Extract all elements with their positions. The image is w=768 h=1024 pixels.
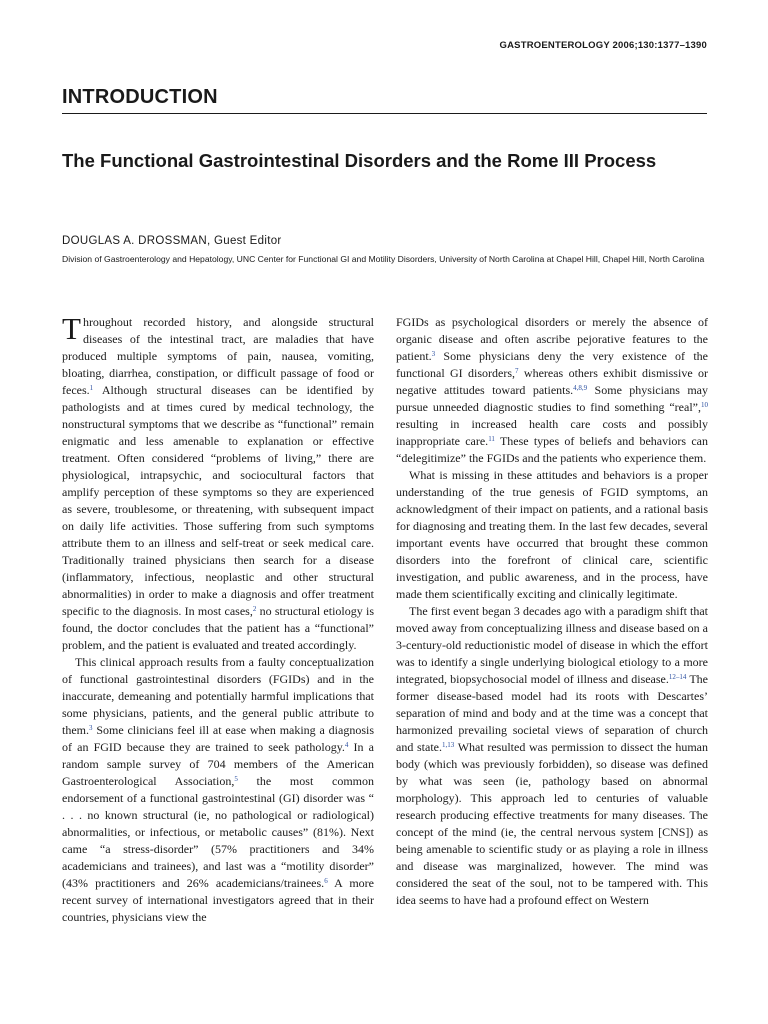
journal-reference: GASTROENTEROLOGY 2006;130:1377–1390 xyxy=(499,40,707,51)
text-run: whereas others exhibit dismissive or negative attitudes toward patients. xyxy=(396,366,708,397)
text-run: A more recent survey of international investigators agreed that in their countries, physicians view the xyxy=(62,876,374,924)
text-run: This clinical approach results from a faulty conceptualization of functional gastrointestinal disorders (FGIDs) and in the inaccurate, demeaning and potentially harmful implications that some physicians, patients, and the general public attribute to them. xyxy=(62,655,374,737)
citation-ref[interactable]: 7 xyxy=(515,367,519,375)
text-run: In a random sample survey of 704 members of the American Gastroenterological Association, xyxy=(62,740,374,788)
text-run: Some clinicians feel ill at ease when making a diagnosis of an FGID because they are trained to seek pathology. xyxy=(62,723,374,754)
text-run: These types of beliefs and behaviors can “delegitimize” the FGIDs and the patients who experience them. xyxy=(396,434,708,465)
body-paragraph xyxy=(62,654,374,926)
article-title: The Functional Gastrointestinal Disorders and the Rome III Process xyxy=(62,150,657,171)
citation-ref[interactable]: 2 xyxy=(252,605,257,613)
body-paragraph xyxy=(62,311,374,654)
text-run: What resulted was permission to dissect the human body (which was previously forbidden), so disease was defined by what was seen (ie, pathology based on abnormal morphology). This approach led to centuries of valuable research producing effective treatments for many diseases. The concept of the mind (ie, the central nervous system [CNS]) as being amenable to scientific study or as playing a role in illness and disease was marginalized, however. The mind was considered the seat of the soul, not to be tampered with. This idea seems to have had a profound effect on Western xyxy=(396,740,708,907)
citation-ref[interactable]: 4,8,9 xyxy=(573,384,588,392)
body-column-left xyxy=(62,311,374,926)
citation-ref[interactable]: 3 xyxy=(431,350,436,358)
citation-ref[interactable]: 1 xyxy=(89,384,94,392)
text-run: FGIDs as psychological disorders or merely the absence of organic disease and often ascribe pejorative features to the patient. xyxy=(396,315,708,363)
text-run: resulting in increased health care costs and possibly inappropriate care. xyxy=(396,417,708,448)
citation-ref[interactable]: 3 xyxy=(89,724,93,732)
citation-ref[interactable]: 5 xyxy=(234,775,238,783)
citation-ref[interactable]: 12–14 xyxy=(668,673,687,681)
text-run: Although structural diseases can be identified by pathologists and at times cured by medical technology, the nonstructural symptoms that we describe as “functional” remain enigmatic and less amenable to explanation or effective treatment. Often considered “problems of living,” there are physiological, intrapsychic, and sociocultural factors that amplify perception of these symptoms so they are experienced as severe, troublesome, or threatening, with subsequent impact on daily life activities. Those suffering from such symptoms attribute them to an illness and self-treat or seek medical care. Traditionally trained physicians then search for a disease (inflammatory, infectious, neoplastic and other structural abnormalities) in order to make a diagnosis and offer treatment specific to the diagnosis. In most cases, xyxy=(62,383,374,618)
author-affiliation: Division of Gastroenterology and Hepatology, UNC Center for Functional GI and Motility Disorders, University of North Carolina at Chapel Hill, Chapel Hill, North Carolina xyxy=(62,254,705,264)
body-paragraph xyxy=(396,603,708,909)
text-run: Some physicians may pursue unneeded diagnostic studies to find something “real”, xyxy=(396,383,709,414)
body-paragraph xyxy=(396,314,708,467)
text-run: The former disease-based model had its roots with Descartes’ separation of mind and body and at the time was a concept that harmonized prevailing societal views of separation of church and state. xyxy=(396,672,708,754)
citation-ref[interactable]: 11 xyxy=(488,435,495,443)
section-heading: INTRODUCTION xyxy=(62,86,707,114)
author-line: DOUGLAS A. DROSSMAN, Guest Editor xyxy=(62,235,282,247)
body-column-right xyxy=(396,314,708,909)
text-run: Some physicians deny the very existence of the functional GI disorders, xyxy=(396,349,708,380)
body-paragraph xyxy=(396,467,708,603)
drop-cap: T xyxy=(62,311,81,346)
text-run: The first event began 3 decades ago with a paradigm shift that moved away from conceptualizing illness and disease based on a 3-century-old reductionistic model of disease in which the effort was to identify a single underlying biological etiology to a more integrated, biopsychosocial model of illness and disease. xyxy=(396,604,708,686)
text-run: no structural etiology is found, the doctor concludes that the patient has a “functional” problem, and the patient is evaluated and treated accordingly. xyxy=(62,604,374,652)
text-run: What is missing in these attitudes and behaviors is a proper understanding of the true genesis of FGID symptoms, an acknowledgment of their impact on patients, and a rational basis for diagnosing and treating them. In the last few decades, several important events have occurred that brought these common disorders into the forefront of clinical care, scientific investigation, and public awareness, and in the process, have made them scientifically exciting and clinically legitimate. xyxy=(396,468,708,601)
citation-ref[interactable]: 6 xyxy=(324,877,328,885)
citation-ref[interactable]: 4 xyxy=(344,741,349,749)
citation-ref[interactable]: 1,13 xyxy=(442,741,455,749)
text-run: the most common endorsement of a functional gastrointestinal (GI) disorder was “ . . . no known structural (ie, no pathological or radiological) abnormalities, or infectious, or metabolic causes” (81%). Next came “a stress-disorder” (57% practitioners and 34% academicians and trainees), and last was a “motility disorder” (43% practitioners and 26% academicians/trainees. xyxy=(62,774,374,890)
text-run: hroughout recorded history, and alongside structural diseases of the intestinal tract, are maladies that have produced multiple symptoms of pain, nausea, vomiting, bloating, diarrhea, constipation, or difficult passage of food or feces. xyxy=(62,315,374,397)
citation-ref[interactable]: 10 xyxy=(701,401,708,409)
